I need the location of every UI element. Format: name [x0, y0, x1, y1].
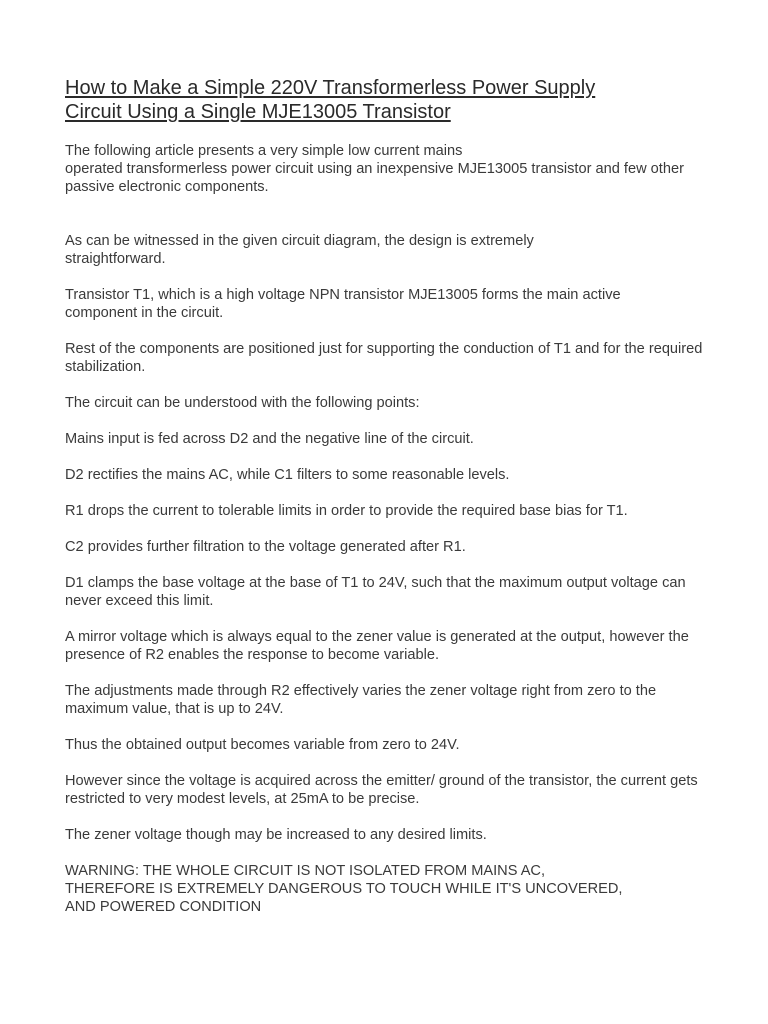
intro-line-1: The following article presents a very simple low current mains	[65, 143, 463, 159]
paragraph: However since the voltage is acquired across the emitter/ ground of the transistor, the current gets restricted to very modest levels, at 25mA to be precise.	[65, 773, 698, 807]
paragraph: Rest of the components are positioned just for supporting the conduction of T1 and for the required stabilization.	[65, 341, 703, 375]
paragraph: The zener voltage though may be increased to any desired limits.	[65, 827, 487, 843]
paragraph: As can be witnessed in the given circuit diagram, the design is extremely straightforward.	[65, 233, 534, 267]
paragraph: D1 clamps the base voltage at the base of T1 to 24V, such that the maximum output voltage can never exceed this limit.	[65, 575, 686, 609]
paragraph: The circuit can be understood with the following points:	[65, 395, 420, 411]
paragraph: The adjustments made through R2 effectively varies the zener voltage right from zero to the maximum value, that is up to 24V.	[65, 683, 657, 717]
document-page	[65, 76, 715, 916]
intro-line-2: operated transformerless power circuit using an inexpensive MJE13005 transistor and few other passive electronic components.	[65, 161, 684, 195]
paragraph: A mirror voltage which is always equal to the zener value is generated at the output, however the presence of R2 enables the response to become variable.	[65, 629, 689, 663]
paragraph: Transistor T1, which is a high voltage NPN transistor MJE13005 forms the main active component in the circuit.	[65, 287, 621, 321]
paragraph: R1 drops the current to tolerable limits in order to provide the required base bias for T1.	[65, 503, 628, 519]
warning-notice: WARNING: THE WHOLE CIRCUIT IS NOT ISOLATED FROM MAINS AC, THEREFORE IS EXTREMELY DANGEROUS TO TOUCH WHILE IT'S UNCOVERED, AND POWERED CONDITION	[65, 863, 623, 915]
intro-paragraph	[65, 142, 715, 196]
article-title-line-1: How to Make a Simple 220V Transformerless Power Supply	[65, 77, 596, 99]
paragraph: Mains input is fed across D2 and the negative line of the circuit.	[65, 431, 474, 447]
paragraph: C2 provides further filtration to the voltage generated after R1.	[65, 539, 466, 555]
paragraph: D2 rectifies the mains AC, while C1 filters to some reasonable levels.	[65, 467, 510, 483]
article-title	[65, 76, 715, 124]
paragraph: Thus the obtained output becomes variable from zero to 24V.	[65, 737, 460, 753]
article-title-line-2: Circuit Using a Single MJE13005 Transistor	[65, 101, 451, 123]
